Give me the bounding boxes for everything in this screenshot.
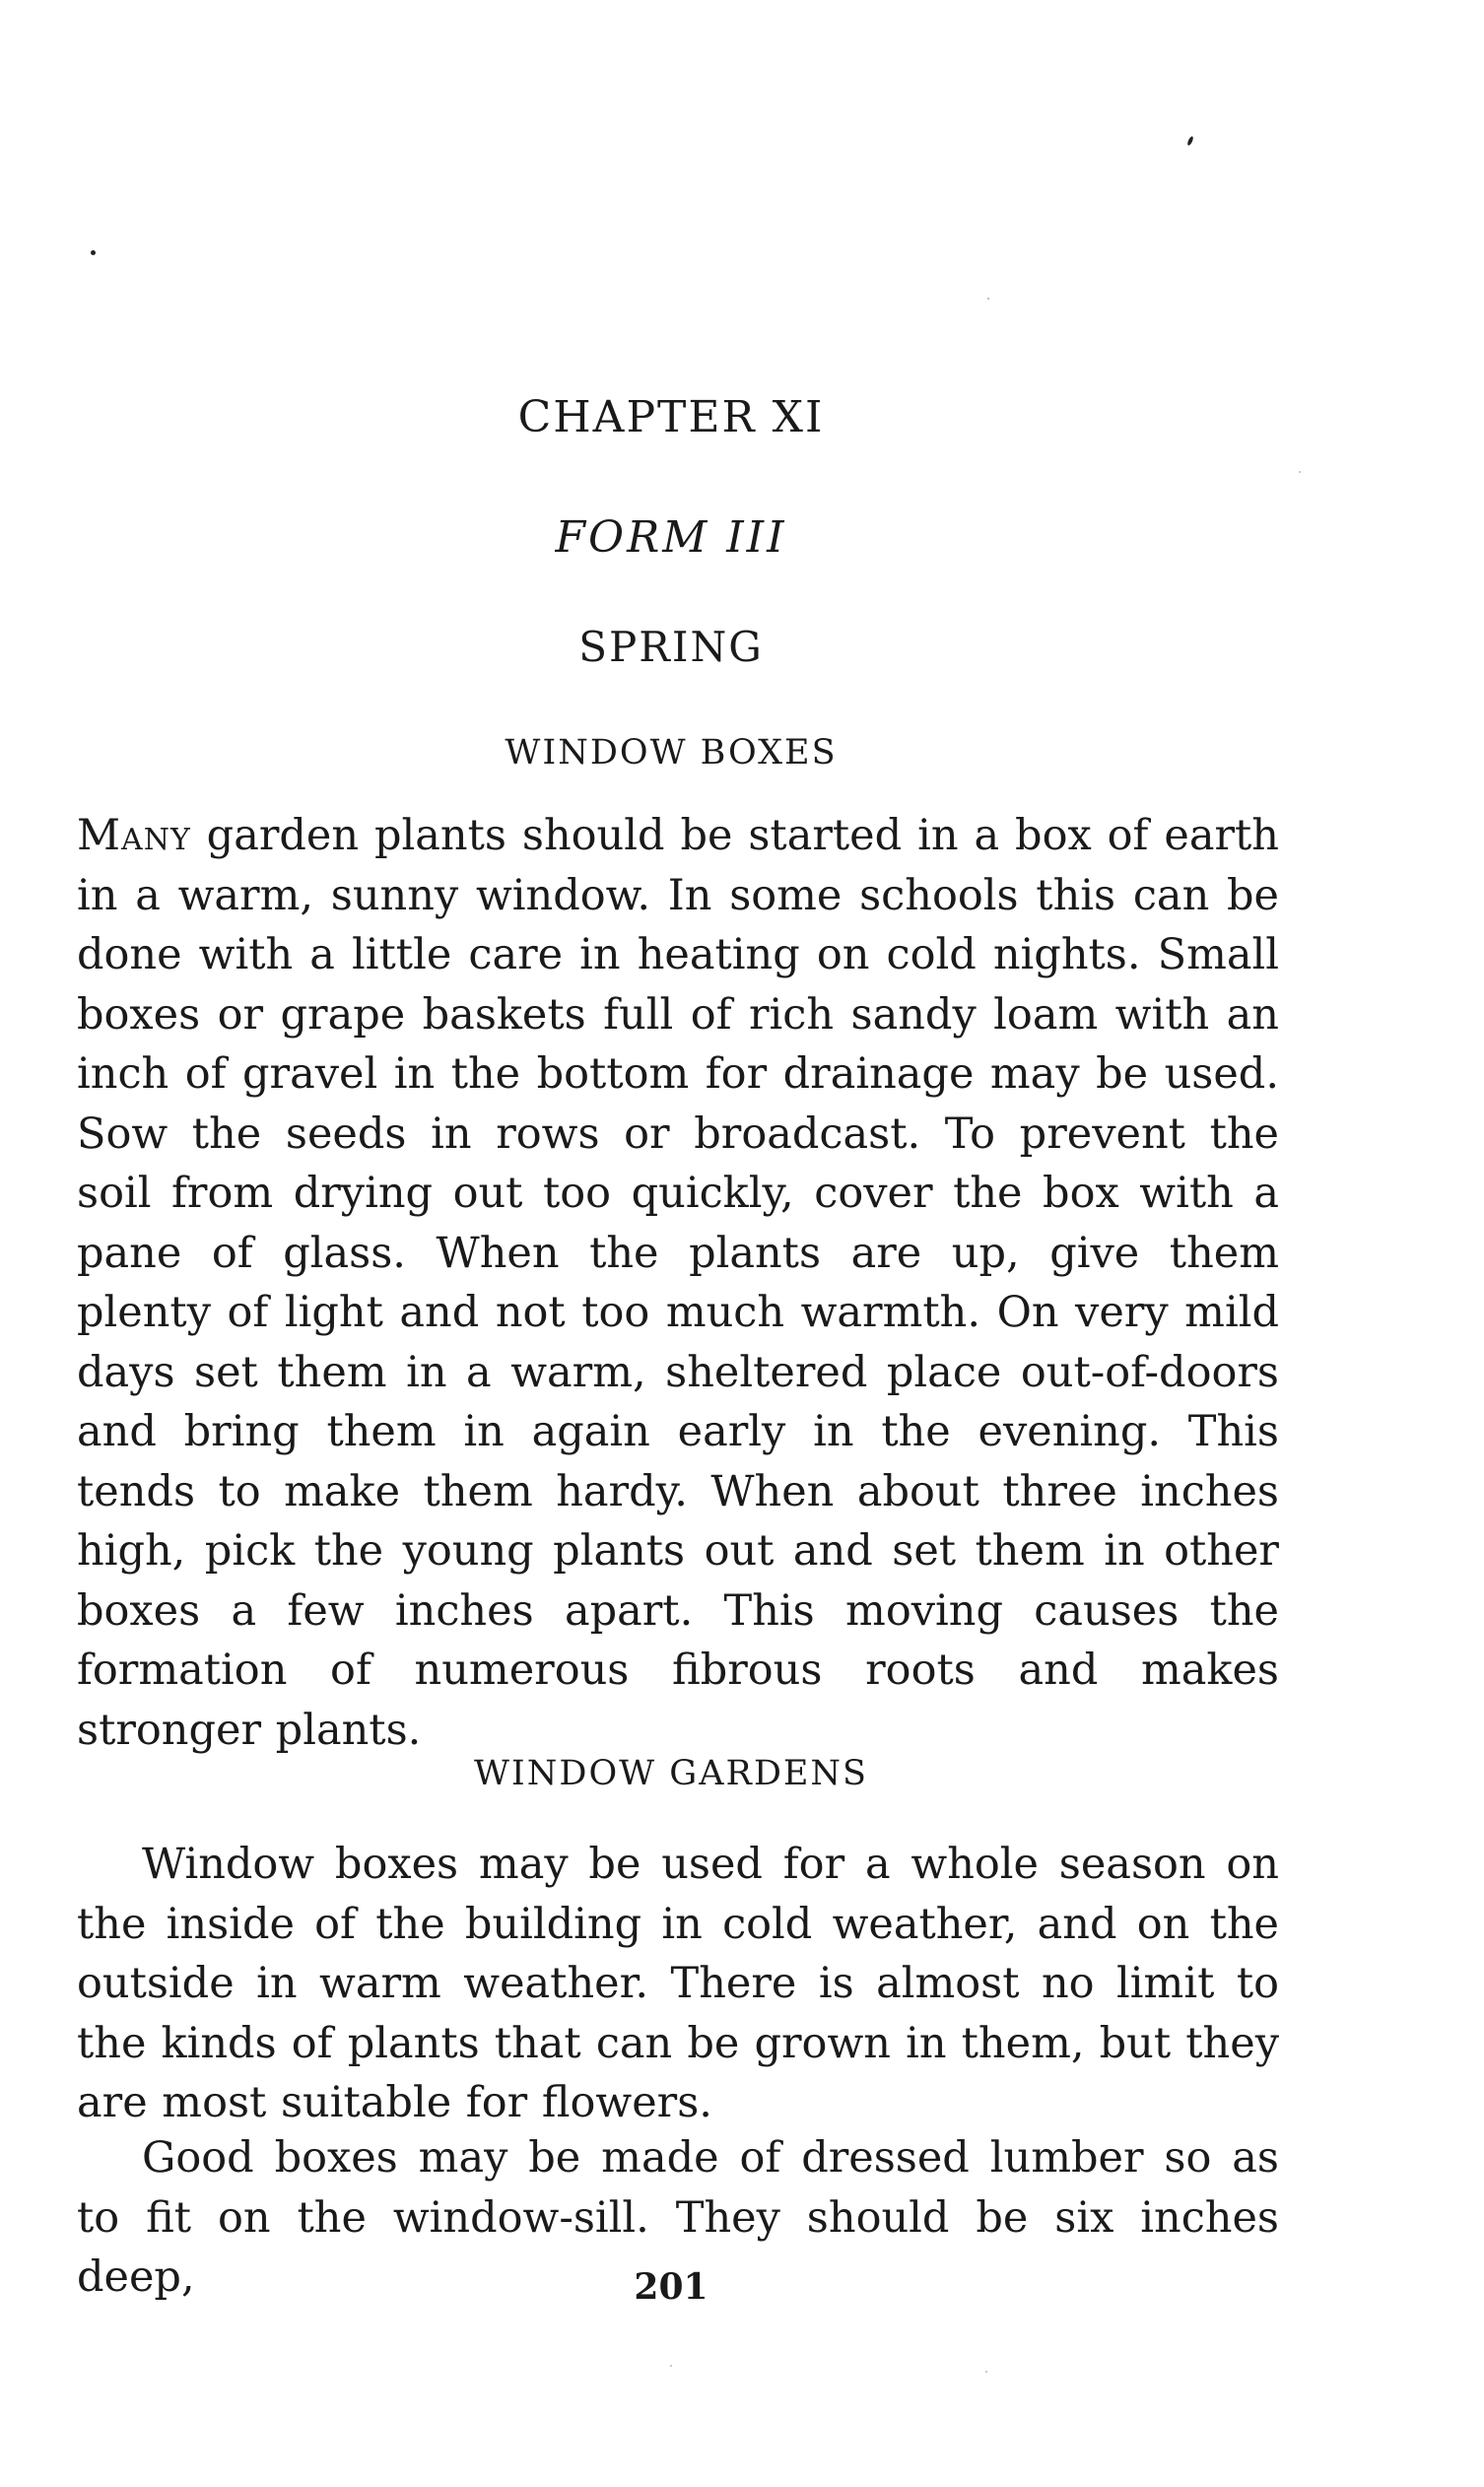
section-heading-window-gardens: WINDOW GARDENS bbox=[473, 1754, 869, 1793]
chapter-title: CHAPTER XI bbox=[517, 392, 825, 442]
paragraph-window-gardens-1: Window boxes may be used for a whole season on the inside of the building in cold weather, and on the outside in warm weather. There is almost no limit to the kinds of plants that can be grown in them, but they are most suitable for flowers. bbox=[77, 1840, 1279, 2127]
ink-speck bbox=[1186, 136, 1194, 147]
section-heading-window-boxes: WINDOW BOXES bbox=[505, 733, 838, 773]
season-title: SPRING bbox=[578, 623, 764, 671]
form-title: FORM III bbox=[555, 512, 787, 563]
paragraph-window-gardens-2: Good boxes may be made of dressed lumber so as to fit on the window-sill. They should be six inches deep, bbox=[77, 2133, 1279, 2302]
lead-word: Many bbox=[77, 811, 191, 860]
ink-speck bbox=[91, 250, 96, 255]
ink-speck bbox=[987, 298, 989, 300]
ink-speck bbox=[985, 2371, 987, 2373]
ink-speck bbox=[1299, 471, 1301, 473]
page-number: 201 bbox=[634, 2266, 708, 2308]
paragraph-body: garden plants should be started in a box of earth in a warm, sunny window. In some schools this can be done with a little care in heating on cold nights. Small boxes or grape baskets full of rich sandy loam with an inch of gravel in the bottom for drainage may be used. Sow the seeds in rows or broadcast. To prevent the soil from drying out too quickly, cover the box with a pane of glass. When the plants are up, give them plenty of light and not too much warmth. On very mild days set them in a warm, sheltered place out-of-doors and bring them in again early in the evening. This tends to make them hardy. When about three inches high, pick the young plants out and set them in other boxes a few inches apart. This moving causes the formation of numerous fibrous roots and makes stronger plants. bbox=[77, 811, 1279, 1755]
paragraph-window-boxes bbox=[77, 806, 1279, 1760]
ink-speck bbox=[670, 2365, 672, 2367]
